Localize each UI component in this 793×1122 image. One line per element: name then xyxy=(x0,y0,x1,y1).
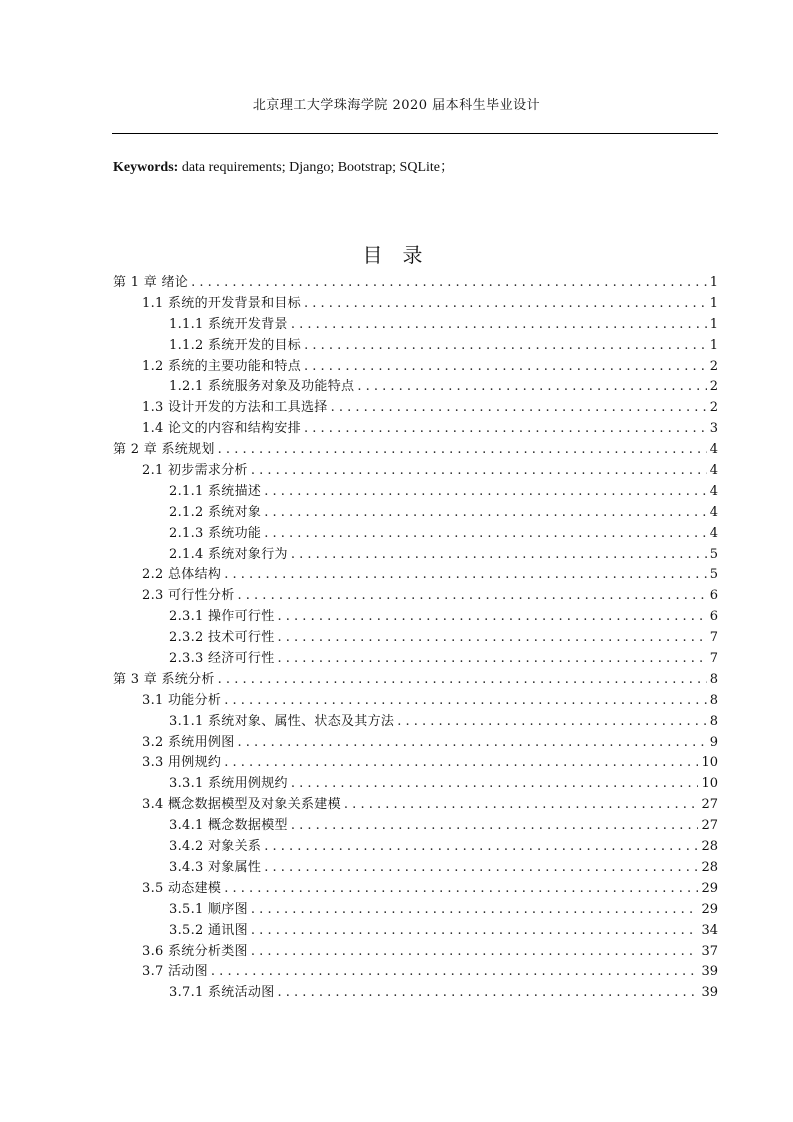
toc-entry-label: 2.3.2 技术可行性 xyxy=(169,630,275,646)
toc-entry-label: 3.3 用例规约 xyxy=(142,755,222,771)
keywords-label: Keywords: xyxy=(113,160,179,175)
toc-entry-label: 2.1.3 系统功能 xyxy=(169,525,262,541)
toc-dot-leader xyxy=(304,336,707,357)
toc-entry-label: 3.2 系统用例图 xyxy=(142,734,235,750)
toc-dot-leader xyxy=(278,649,707,670)
toc-entry-label: 1.3 设计开发的方法和工具选择 xyxy=(142,400,328,416)
toc-dot-leader xyxy=(278,628,707,649)
toc-entry-label: 3.4.2 对象关系 xyxy=(169,839,262,855)
toc-dot-leader xyxy=(264,524,707,545)
toc-entry[interactable] xyxy=(169,503,718,524)
toc-dot-leader xyxy=(224,565,707,586)
toc-entry-page: 6 xyxy=(709,609,718,625)
toc-entry-page: 6 xyxy=(709,588,718,604)
toc-entry[interactable] xyxy=(142,586,718,607)
toc-entry-page: 5 xyxy=(709,546,718,562)
toc-entry-page: 7 xyxy=(709,651,718,667)
toc-entry[interactable] xyxy=(142,565,718,586)
toc-dot-leader xyxy=(224,691,707,712)
toc-entry[interactable] xyxy=(169,900,718,921)
toc-dot-leader xyxy=(397,712,707,733)
toc-dot-leader xyxy=(357,377,706,398)
toc-entry-label: 2.3.1 操作可行性 xyxy=(169,609,275,625)
toc-dot-leader xyxy=(264,482,707,503)
toc-entry-label: 第 2 章 系统规划 xyxy=(113,442,215,458)
toc-entry[interactable] xyxy=(169,524,718,545)
toc-entry-page: 2 xyxy=(709,358,718,374)
toc-entry[interactable] xyxy=(142,461,718,482)
page-header: 北京理工大学珠海学院 2020 届本科生毕业设计 xyxy=(252,98,541,113)
toc-entry-page: 5 xyxy=(709,567,718,583)
toc-entry-page: 39 xyxy=(701,985,718,1001)
toc-title: 目录 xyxy=(362,243,443,267)
toc-entry[interactable] xyxy=(142,795,718,816)
toc-entry-label: 3.4.1 概念数据模型 xyxy=(169,818,288,834)
toc-entry-label: 3.7.1 系统活动图 xyxy=(169,985,275,1001)
toc-entry-label: 3.1.1 系统对象、属性、状态及其方法 xyxy=(169,713,395,729)
toc-entry-page: 8 xyxy=(709,671,718,687)
toc-entry-page: 4 xyxy=(709,525,718,541)
toc-dot-leader xyxy=(264,503,707,524)
toc-entry-label: 3.1 功能分析 xyxy=(142,692,222,708)
toc-dot-leader xyxy=(251,900,699,921)
toc-dot-leader xyxy=(251,921,699,942)
toc-entry-label: 3.3.1 系统用例规约 xyxy=(169,776,288,792)
toc-entry-page: 3 xyxy=(709,421,718,437)
toc-entry[interactable] xyxy=(169,336,718,357)
toc-entry-label: 3.5.2 通讯图 xyxy=(169,922,248,938)
toc-entry[interactable] xyxy=(142,753,718,774)
toc-entry-page: 4 xyxy=(709,442,718,458)
toc-dot-leader xyxy=(218,440,707,461)
toc-entry-page: 28 xyxy=(701,839,718,855)
toc-dot-leader xyxy=(304,419,707,440)
toc-entry[interactable] xyxy=(142,733,718,754)
toc-entry-label: 3.6 系统分析类图 xyxy=(142,943,248,959)
toc-entry[interactable] xyxy=(169,921,718,942)
toc-entry-label: 1.2 系统的主要功能和特点 xyxy=(142,358,302,374)
toc-entry-label: 3.5 动态建模 xyxy=(142,880,222,896)
toc-dot-leader xyxy=(224,753,698,774)
toc-entry-label: 第 3 章 系统分析 xyxy=(113,671,215,687)
toc-entry-page: 8 xyxy=(709,692,718,708)
toc-dot-leader xyxy=(304,294,707,315)
toc-entry-label: 2.1.1 系统描述 xyxy=(169,483,262,499)
toc-entry-label: 3.5.1 顺序图 xyxy=(169,901,248,917)
toc-entry-page: 2 xyxy=(709,379,718,395)
toc-entry-label: 1.4 论文的内容和结构安排 xyxy=(142,421,302,437)
toc-dot-leader xyxy=(191,273,707,294)
toc-entry-page: 39 xyxy=(701,964,718,980)
toc-entry[interactable] xyxy=(169,628,718,649)
toc-dot-leader xyxy=(291,816,699,837)
table-of-contents xyxy=(0,273,793,1004)
toc-entry[interactable] xyxy=(169,607,718,628)
toc-entry-page: 28 xyxy=(701,859,718,875)
toc-dot-leader xyxy=(251,942,699,963)
toc-entry-page: 4 xyxy=(709,463,718,479)
keywords-line xyxy=(113,156,454,176)
toc-dot-leader xyxy=(211,962,699,983)
toc-entry-page: 7 xyxy=(709,630,718,646)
toc-entry[interactable] xyxy=(169,816,718,837)
toc-entry-page: 27 xyxy=(701,818,718,834)
toc-entry-label: 3.7 活动图 xyxy=(142,964,208,980)
toc-entry-label: 1.1 系统的开发背景和目标 xyxy=(142,295,302,311)
toc-entry[interactable] xyxy=(142,294,718,315)
toc-dot-leader xyxy=(251,461,707,482)
toc-entry[interactable] xyxy=(169,649,718,670)
toc-entry-label: 3.4 概念数据模型及对象关系建模 xyxy=(142,797,341,813)
toc-entry-label: 1.1.1 系统开发背景 xyxy=(169,316,288,332)
toc-entry-page: 10 xyxy=(701,776,718,792)
toc-entry-page: 4 xyxy=(709,504,718,520)
toc-entry[interactable] xyxy=(142,419,718,440)
toc-entry-page: 10 xyxy=(701,755,718,771)
toc-entry-page: 1 xyxy=(709,295,718,311)
toc-entry-label: 3.4.3 对象属性 xyxy=(169,859,262,875)
toc-dot-leader xyxy=(291,774,699,795)
toc-entry-label: 2.1 初步需求分析 xyxy=(142,463,248,479)
toc-entry[interactable] xyxy=(169,837,718,858)
toc-entry-page: 29 xyxy=(701,901,718,917)
toc-entry-page: 1 xyxy=(709,275,718,290)
toc-dot-leader xyxy=(218,670,707,691)
toc-entry-page: 1 xyxy=(709,316,718,332)
toc-dot-leader xyxy=(224,879,698,900)
toc-entry-page: 1 xyxy=(709,337,718,353)
keywords-text: data requirements; Django; Bootstrap; SQLite； xyxy=(178,160,454,175)
toc-dot-leader xyxy=(264,837,698,858)
toc-entry-page: 37 xyxy=(701,943,718,959)
toc-entry[interactable] xyxy=(169,482,718,503)
toc-entry[interactable] xyxy=(142,357,718,378)
toc-entry[interactable] xyxy=(169,774,718,795)
toc-entry[interactable] xyxy=(169,377,718,398)
toc-dot-leader xyxy=(291,315,707,336)
toc-entry-label: 1.1.2 系统开发的目标 xyxy=(169,337,302,353)
toc-entry-page: 9 xyxy=(709,734,718,750)
toc-dot-leader xyxy=(238,733,707,754)
toc-entry[interactable] xyxy=(113,440,718,461)
toc-entry-page: 34 xyxy=(701,922,718,938)
toc-entry[interactable] xyxy=(169,315,718,336)
toc-dot-leader xyxy=(291,545,707,566)
toc-entry[interactable] xyxy=(113,670,718,691)
toc-entry-page: 4 xyxy=(709,483,718,499)
toc-dot-leader xyxy=(344,795,699,816)
toc-entry[interactable] xyxy=(142,398,718,419)
toc-entry[interactable] xyxy=(142,962,718,983)
toc-entry-label: 2.1.4 系统对象行为 xyxy=(169,546,288,562)
toc-dot-leader xyxy=(238,586,707,607)
toc-entry-page: 2 xyxy=(709,400,718,416)
toc-entry-page: 8 xyxy=(709,713,718,729)
toc-entry[interactable] xyxy=(169,983,718,1004)
toc-entry[interactable] xyxy=(169,712,718,733)
toc-dot-leader xyxy=(331,398,707,419)
toc-entry-label: 2.3 可行性分析 xyxy=(142,588,235,604)
toc-entry-page: 27 xyxy=(701,797,718,813)
toc-entry-label: 第 1 章 绪论 xyxy=(113,275,189,290)
toc-dot-leader xyxy=(278,607,707,628)
toc-dot-leader xyxy=(304,357,707,378)
header-divider xyxy=(112,133,718,134)
toc-entry-page: 29 xyxy=(701,880,718,896)
toc-entry[interactable] xyxy=(142,879,718,900)
toc-entry[interactable] xyxy=(113,273,718,294)
toc-dot-leader xyxy=(278,983,699,1004)
toc-dot-leader xyxy=(264,858,698,879)
toc-entry-label: 2.3.3 经济可行性 xyxy=(169,651,275,667)
toc-entry[interactable] xyxy=(142,691,718,712)
toc-entry[interactable] xyxy=(169,858,718,879)
toc-entry-label: 1.2.1 系统服务对象及功能特点 xyxy=(169,379,355,395)
toc-entry-label: 2.2 总体结构 xyxy=(142,567,222,583)
toc-entry-label: 2.1.2 系统对象 xyxy=(169,504,262,520)
toc-entry[interactable] xyxy=(169,545,718,566)
toc-entry[interactable] xyxy=(142,942,718,963)
